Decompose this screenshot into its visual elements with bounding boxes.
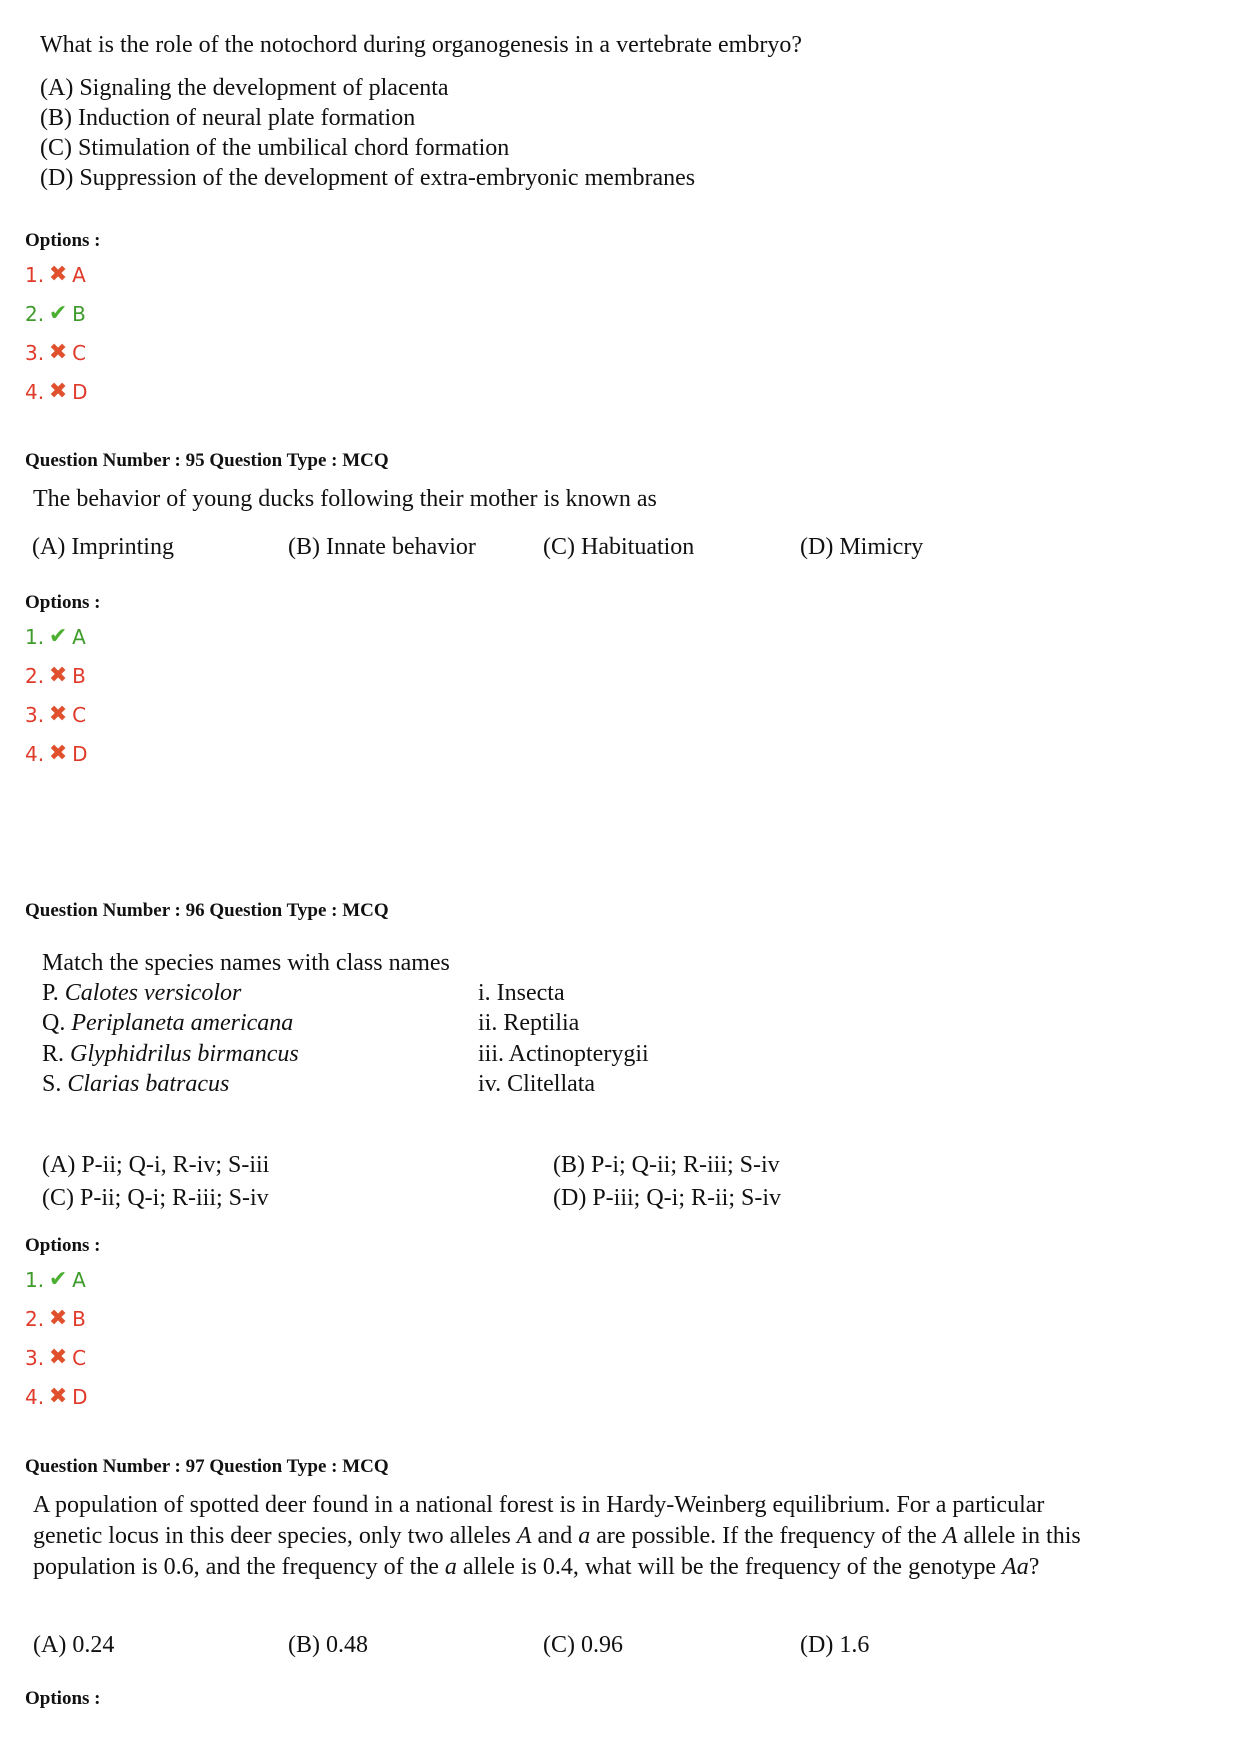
q95-option-1: 1. ✔ A	[25, 623, 86, 649]
check-icon: ✔	[48, 1266, 68, 1292]
q94-options-label: Options :	[25, 230, 101, 251]
q97-choice-a: (A) 0.24	[33, 1632, 115, 1658]
q96-choice-b: (B) P-i; Q-ii; R-iii; S-iv	[553, 1152, 780, 1178]
q94-option-2: 2. ✔ B	[25, 300, 86, 326]
q97-choice-b: (B) 0.48	[288, 1632, 368, 1658]
cross-icon: ✖	[48, 740, 68, 766]
q94-choice-d: (D) Suppression of the development of extra-embryonic membranes	[40, 165, 696, 191]
question-94-text: What is the role of the notochord during organogenesis in a vertebrate embryo?	[40, 32, 802, 58]
q95-header: Question Number : 95 Question Type : MCQ	[25, 450, 389, 471]
q96-option-2: 2. ✖ B	[25, 1305, 86, 1331]
q96-choice-c: (C) P-ii; Q-i; R-iii; S-iv	[42, 1185, 269, 1211]
q96-class-ii: ii. Reptilia	[478, 1010, 580, 1036]
q94-choice-c: (C) Stimulation of the umbilical chord formation	[40, 135, 510, 161]
q95-options-label: Options :	[25, 592, 101, 613]
q96-header: Question Number : 96 Question Type : MCQ	[25, 900, 389, 921]
q96-class-iii: iii. Actinopterygii	[478, 1041, 649, 1067]
q94-option-4: 4. ✖ D	[25, 378, 88, 404]
q96-species-r: R. Glyphidrilus birmancus	[42, 1041, 299, 1067]
q96-option-3: 3. ✖ C	[25, 1344, 87, 1370]
cross-icon: ✖	[48, 378, 68, 404]
q96-species-q: Q. Periplaneta americana	[42, 1010, 294, 1036]
q97-header: Question Number : 97 Question Type : MCQ	[25, 1456, 389, 1477]
q96-intro: Match the species names with class names	[42, 950, 450, 976]
q96-class-i: i. Insecta	[478, 980, 565, 1006]
cross-icon: ✖	[48, 261, 68, 287]
question-97-text: A population of spotted deer found in a national forest is in Hardy-Weinberg equilibrium. For a particular genetic locus in this deer species, only two alleles A and a are possible. If the frequency of the A allele in this population is 0.6, and the frequency of the a allele is 0.4, what will be the frequency of the genotype Aa?	[33, 1492, 1081, 1580]
q94-option-3: 3. ✖ C	[25, 339, 87, 365]
cross-icon: ✖	[48, 339, 68, 365]
q95-choice-b: (B) Innate behavior	[288, 534, 476, 560]
q96-species-s: S. Clarias batracus	[42, 1071, 230, 1097]
cross-icon: ✖	[48, 662, 68, 688]
q95-option-3: 3. ✖ C	[25, 701, 87, 727]
question-95-text: The behavior of young ducks following their mother is known as	[33, 486, 657, 512]
cross-icon: ✖	[48, 701, 68, 727]
q95-option-2: 2. ✖ B	[25, 662, 86, 688]
q97-options-label: Options :	[25, 1688, 101, 1709]
cross-icon: ✖	[48, 1305, 68, 1331]
q95-option-4: 4. ✖ D	[25, 740, 88, 766]
q95-choice-c: (C) Habituation	[543, 534, 695, 560]
q96-options-label: Options :	[25, 1235, 101, 1256]
q97-choice-d: (D) 1.6	[800, 1632, 870, 1658]
q96-option-4: 4. ✖ D	[25, 1383, 88, 1409]
q96-choice-d: (D) P-iii; Q-i; R-ii; S-iv	[553, 1185, 781, 1211]
cross-icon: ✖	[48, 1383, 68, 1409]
q94-choice-b: (B) Induction of neural plate formation	[40, 105, 416, 131]
check-icon: ✔	[48, 623, 68, 649]
check-icon: ✔	[48, 300, 68, 326]
q94-option-1: 1. ✖ A	[25, 261, 86, 287]
q96-species-p: P. Calotes versicolor	[42, 980, 242, 1006]
q96-choice-a: (A) P-ii; Q-i, R-iv; S-iii	[42, 1152, 270, 1178]
q95-choice-a: (A) Imprinting	[32, 534, 174, 560]
q96-class-iv: iv. Clitellata	[478, 1071, 596, 1097]
cross-icon: ✖	[48, 1344, 68, 1370]
q94-choice-a: (A) Signaling the development of placenta	[40, 75, 449, 101]
q96-option-1: 1. ✔ A	[25, 1266, 86, 1292]
q97-choice-c: (C) 0.96	[543, 1632, 623, 1658]
q95-choice-d: (D) Mimicry	[800, 534, 924, 560]
